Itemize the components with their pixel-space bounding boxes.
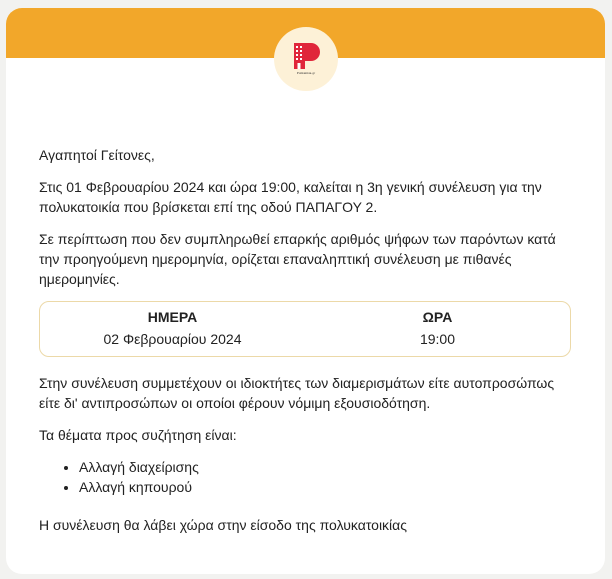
list-item: • Αλλαγή κηπουρού [79, 477, 579, 497]
letter-body [39, 145, 579, 547]
logo-caption: Polikatikia.gr [296, 71, 316, 75]
paragraph-meeting: Στις 01 Φεβρουαρίου 2024 και ώρα 19:00, καλείται η 3η γενική συνέλευση για την πολυκατοικία που βρίσκεται επί της οδού ΠΑΠΑΓΟΥ 2. [39, 179, 542, 215]
table-header-row [40, 306, 570, 328]
topics-intro: Τα θέματα προς συζήτηση είναι: [39, 427, 237, 443]
table-header-day: ΗΜΕΡΑ [147, 309, 198, 325]
table-row [40, 328, 570, 350]
table-header-time: ΩΡΑ [422, 309, 453, 325]
closing-text: Η συνέλευση θα λάβει χώρα στην είσοδο της πολυκατοικίας [39, 517, 407, 533]
logo [274, 27, 338, 91]
topics-list [39, 457, 579, 497]
building-p-logo-icon [289, 41, 323, 71]
schedule-table [39, 301, 571, 357]
table-cell-date: 02 Φεβρουαρίου 2024 [103, 331, 242, 347]
paragraph-participants: Στην συνέλευση συμμετέχουν οι ιδιοκτήτες των διαμερισμάτων είτε αυτοπροσώπως είτε δι' αντιπροσώπων οι οποίοι φέρουν νόμιμη εξουσιοδότηση. [39, 375, 555, 411]
email-card [6, 8, 605, 574]
list-item: • Αλλαγή διαχείρισης [79, 457, 579, 477]
greeting: Αγαπητοί Γείτονες, [39, 147, 155, 163]
paragraph-repeat-meeting: Σε περίπτωση που δεν συμπληρωθεί επαρκής αριθμός ψήφων των παρόντων κατά την προηγούμενη ημερομηνία, ορίζεται επαναληπτική συνέλευση με πιθανές ημερομηνίες. [39, 231, 556, 287]
table-cell-time: 19:00 [419, 331, 456, 347]
